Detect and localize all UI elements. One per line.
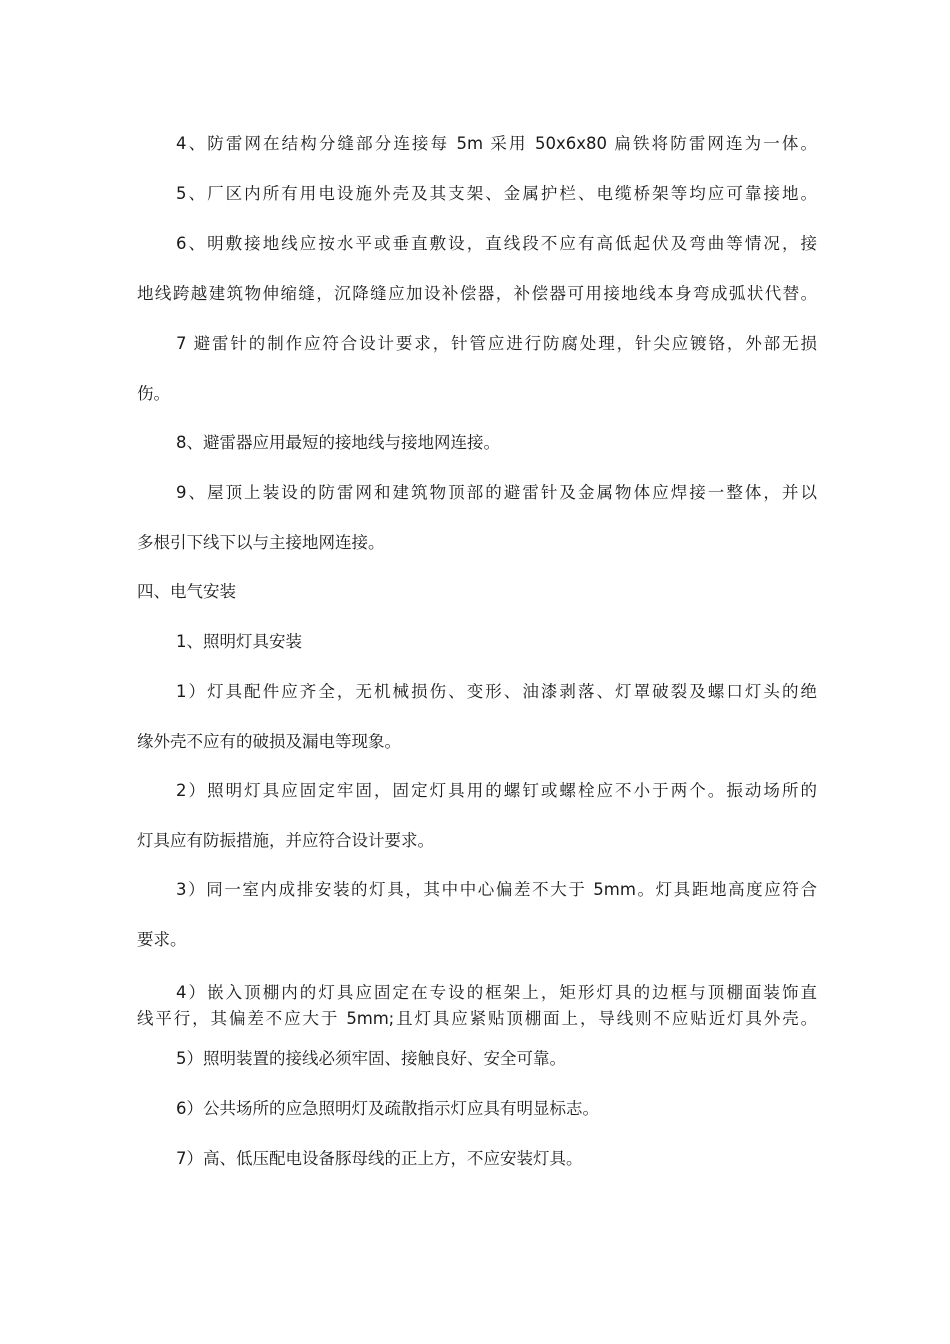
text-line: 7）高、低压配电设备豚母线的正上方，不应安装灯具。 [176,1149,583,1168]
text-line: 5）照明装置的接线必须牢固、接触良好、安全可靠。 [176,1049,566,1068]
text-line: 线平行，其偏差不应大于 5mm;且灯具应紧贴顶棚面上，导线则不应贴近灯具外壳。 [137,1009,817,1028]
subsection-heading: 1、照明灯具安装 [176,632,302,651]
section-heading: 四、电气安装 [137,582,236,601]
text-line: 灯具应有防振措施，并应符合设计要求。 [137,831,434,850]
text-line: 6）公共场所的应急照明灯及疏散指示灯应具有明显标志。 [176,1099,599,1118]
text-line: 缘外壳不应有的破损及漏电等现象。 [137,732,401,751]
text-line: 伤。 [137,384,170,403]
text-line: 1）灯具配件应齐全，无机械损伤、变形、油漆剥落、灯罩破裂及螺口灯头的绝 [176,682,817,701]
text-line: 9、屋顶上装设的防雷网和建筑物顶部的避雷针及金属物体应焊接一整体，并以 [176,483,817,502]
text-line: 6、明敷接地线应按水平或垂直敷设，直线段不应有高低起伏及弯曲等情况，接 [176,234,817,253]
text-line: 3）同一室内成排安装的灯具，其中中心偏差不大于 5mm。灯具距地高度应符合 [176,880,817,899]
text-line: 多根引下线下以与主接地网连接。 [137,533,385,552]
text-line: 5、厂区内所有用电设施外壳及其支架、金属护栏、电缆桥架等均应可靠接地。 [176,184,817,203]
text-line: 8、避雷器应用最短的接地线与接地网连接。 [176,433,500,452]
text-line: 2）照明灯具应固定牢固，固定灯具用的螺钉或螺栓应不小于两个。振动场所的 [176,781,817,800]
text-line: 7 避雷针的制作应符合设计要求，针管应进行防腐处理，针尖应镀铬，外部无损 [176,334,817,353]
text-line: 地线跨越建筑物伸缩缝，沉降缝应加设补偿器，补偿器可用接地线本身弯成弧状代替。 [137,284,817,303]
text-line: 要求。 [137,930,187,949]
text-line: 4）嵌入顶棚内的灯具应固定在专设的框架上，矩形灯具的边框与顶棚面装饰直 [176,983,817,1002]
text-line: 4、防雷网在结构分缝部分连接每 5m 采用 50x6x80 扁铁将防雷网连为一体。 [176,134,817,153]
